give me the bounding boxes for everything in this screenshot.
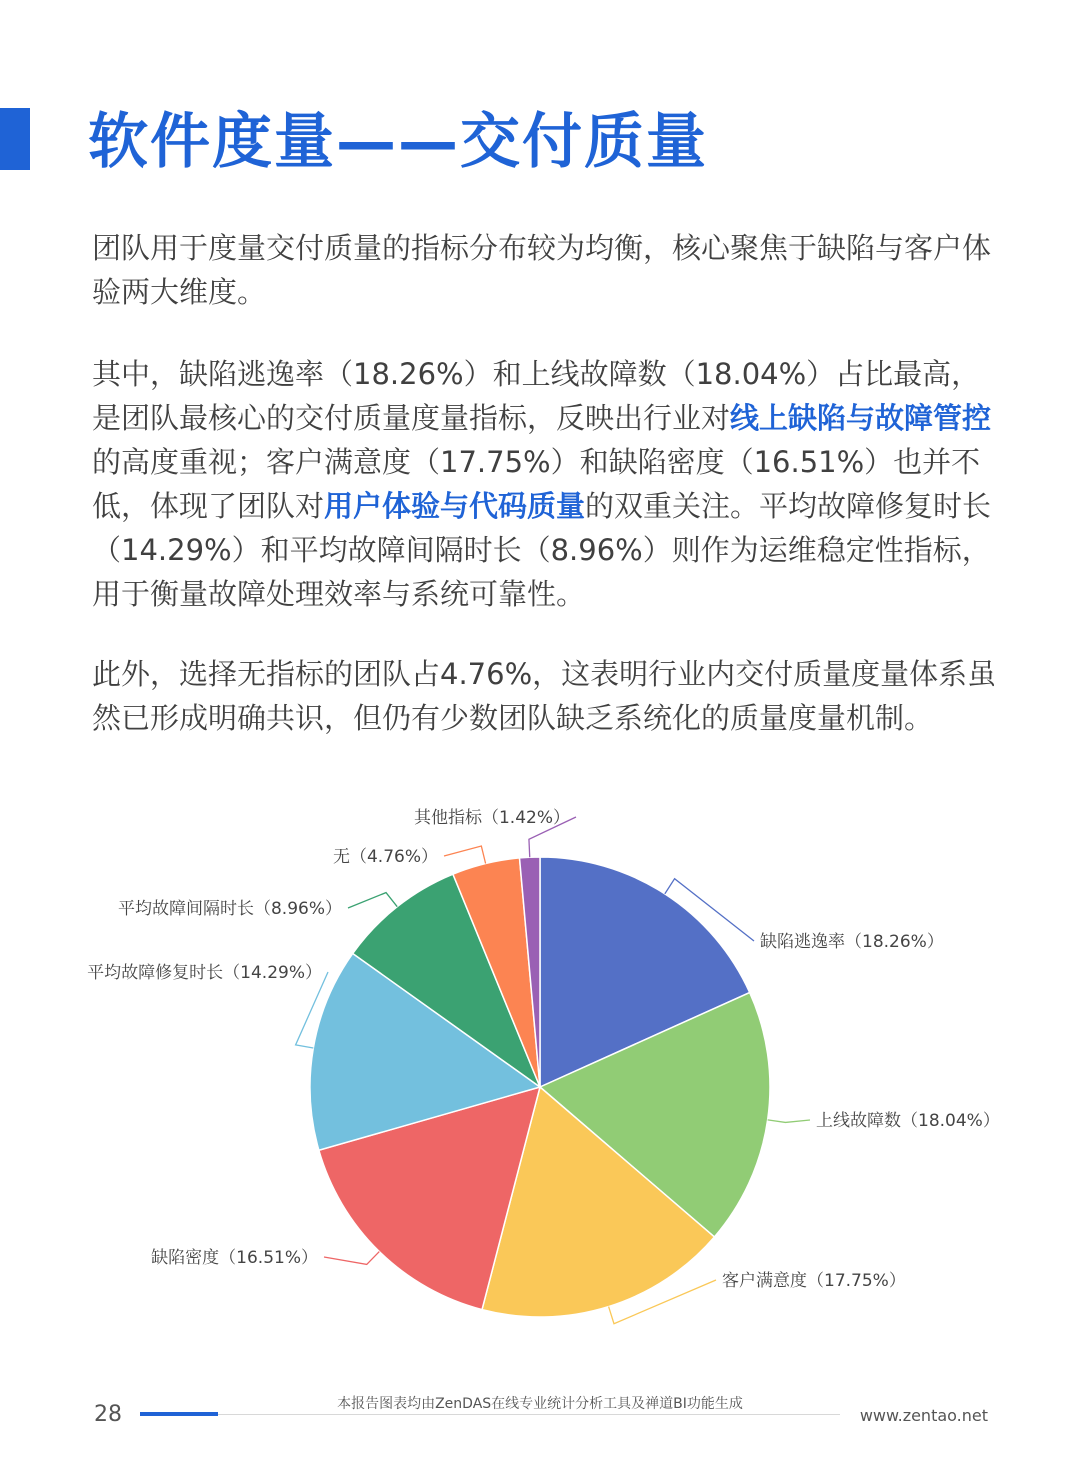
slice-label: 客户满意度（17.75%） <box>722 1271 906 1291</box>
footer-divider <box>140 1414 840 1415</box>
page-title: 软件度量——交付质量 <box>88 107 708 177</box>
slice-label: 平均故障修复时长（14.29%） <box>87 963 322 983</box>
highlight-online-defects: 线上缺陷与故障管控 <box>730 401 992 435</box>
slice-label: 上线故障数（18.04%） <box>816 1111 1000 1131</box>
slice-label: 缺陷密度（16.51%） <box>151 1248 318 1268</box>
intro-paragraph: 团队用于度量交付质量的指标分布较为均衡，核心聚焦于缺陷与客户体验两大维度。 <box>92 231 992 309</box>
analysis-text-3: 的双重关注。平均故障修复时长（14.29%）和平均故障间隔时长（8.96%）则作为运维稳定性指标，用于衡量故障处理效率与系统可靠性。 <box>92 489 992 611</box>
footer-accent-bar <box>140 1412 218 1416</box>
page-number: 28 <box>94 1402 122 1427</box>
leader-line <box>324 1252 379 1265</box>
slice-label: 缺陷逃逸率（18.26%） <box>760 932 944 952</box>
conclusion-paragraph: 此外，选择无指标的团队占4.76%，这表明行业内交付质量度量体系虽然已形成明确共识，但仍有少数团队缺乏系统化的质量度量机制。 <box>92 657 997 735</box>
pie-chart <box>0 790 1080 1350</box>
highlight-user-experience: 用户体验与代码质量 <box>324 489 586 523</box>
analysis-text-1: 其中，缺陷逃逸率（18.26%）和上线故障数（18.04%）占比最高，是团队最核心的交付质量度量指标，反映出行业对 <box>92 357 981 435</box>
leader-line <box>444 846 486 863</box>
leader-line <box>768 1120 810 1123</box>
title-accent-bar <box>0 108 30 170</box>
footer-note: 本报告图表均由ZenDAS在线专业统计分析工具及禅道BI功能生成 <box>337 1396 743 1412</box>
slice-label: 无（4.76%） <box>332 847 438 867</box>
analysis-text-2: 的高度重视；客户满意度（17.75%）和缺陷密度（16.51%）也并不低，体现了团队对 <box>92 445 981 523</box>
footer-url[interactable]: www.zentao.net <box>859 1406 988 1425</box>
leader-line <box>348 893 397 908</box>
analysis-paragraph <box>92 352 997 616</box>
slice-label: 其他指标（1.42%） <box>413 808 570 828</box>
slice-label: 平均故障间隔时长（8.96%） <box>117 899 342 919</box>
